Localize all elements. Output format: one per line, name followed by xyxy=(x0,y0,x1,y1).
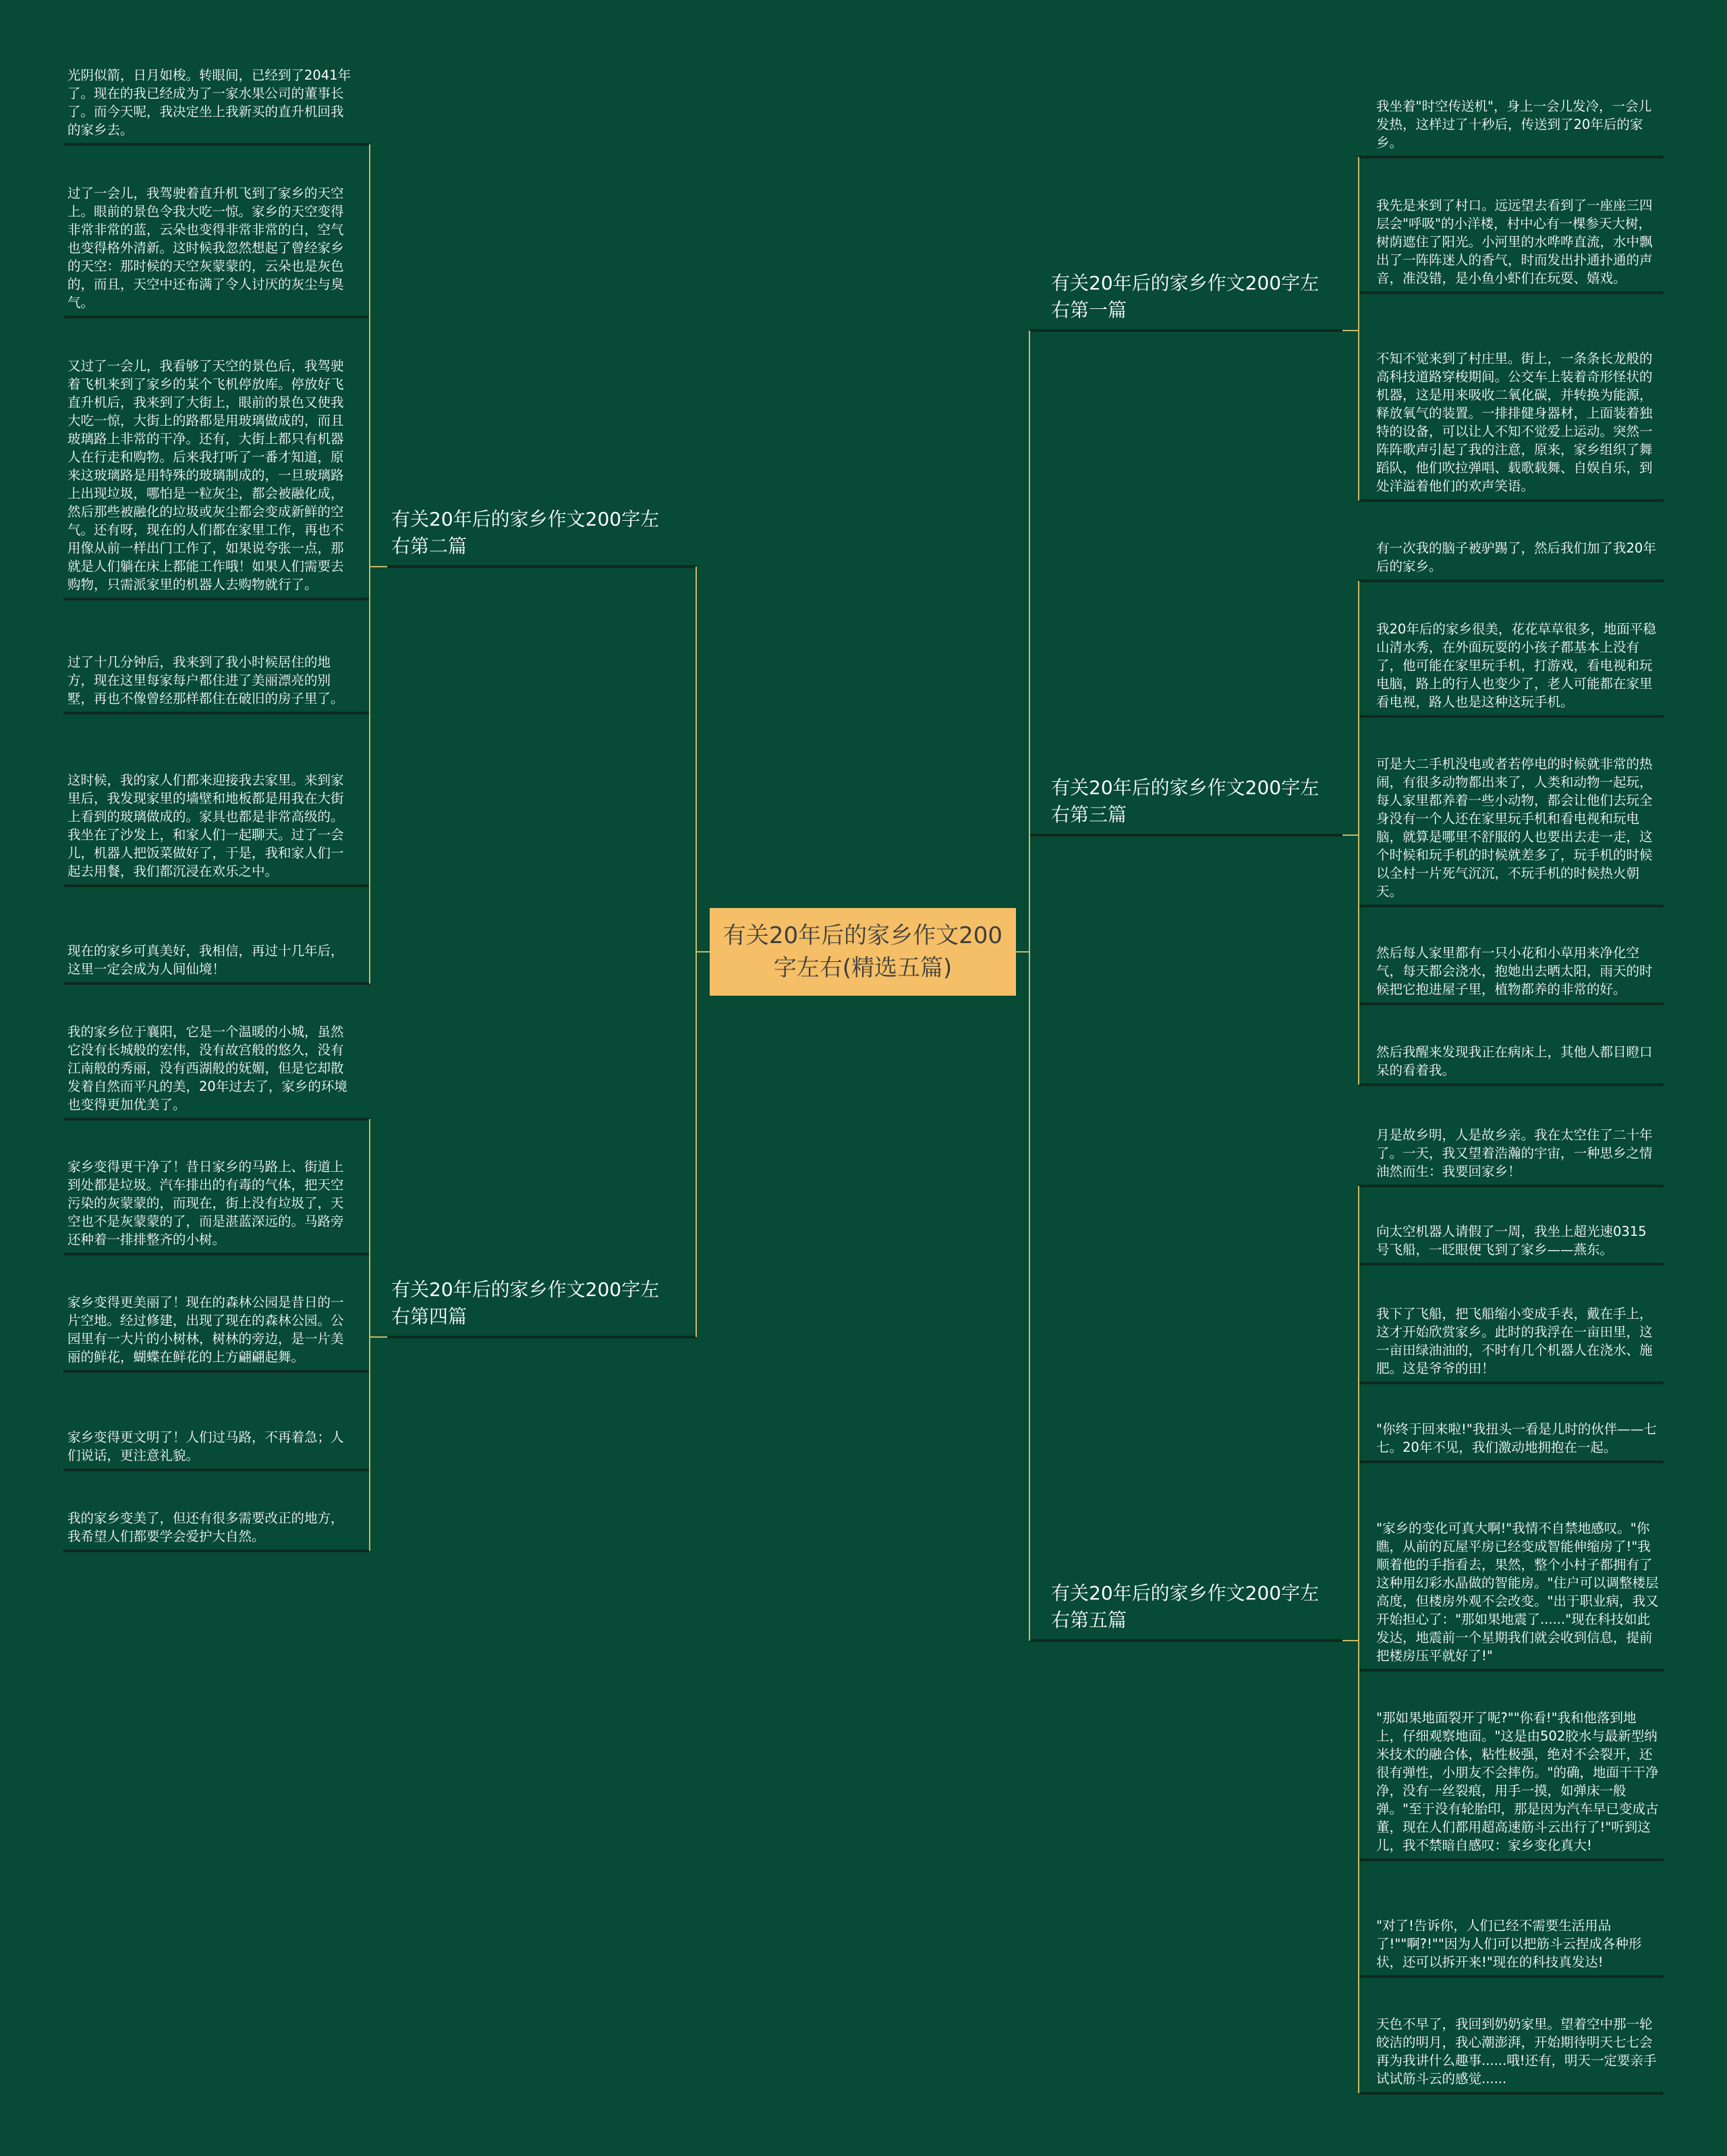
branch-1-title[interactable]: 有关20年后的家乡作文200字左右第一篇 xyxy=(1051,272,1320,321)
branch-3-title[interactable]: 有关20年后的家乡作文200字左右第三篇 xyxy=(1051,776,1320,826)
branch-2-leaf-5: 这时候，我的家人们都来迎接我去家里。来到家里后，我发现家里的墙壁和地板都是用我在大街上看到的玻璃做成的。家具也都是非常高级的。我坐在了沙发上，和家人们一起聊天。过了一会儿，机器人把饭菜做好了，于是，我和家人们一起去用餐，我们都沉浸在欢乐之中。 xyxy=(67,772,344,879)
branch-5-leaf-8: 天色不早了，我回到奶奶家里。望着空中那一轮皎洁的明月，我心潮澎湃，开始期待明天七七会再为我讲什么趣事......哦!还有，明天一定要亲手试试筋斗云的感觉...... xyxy=(1376,2016,1657,2087)
branch-1-leaf-1: 我坐着"时空传送机"，身上一会儿发冷，一会儿发热，这样过了十秒后，传送到了20年后的家乡。 xyxy=(1376,98,1651,150)
branch-5-leaf-2: 向太空机器人请假了一周，我坐上超光速0315号飞船，一眨眼便飞到了家乡——燕东。 xyxy=(1376,1224,1647,1257)
branch-3-leaf-5: 然后我醒来发现我正在病床上，其他人都目瞪口呆的看着我。 xyxy=(1376,1044,1653,1078)
branch-3-leaf-1: 有一次我的脑子被驴踢了，然后我们加了我20年后的家乡。 xyxy=(1376,540,1656,574)
branch-5-leaf-1: 月是故乡明，人是故乡亲。我在太空住了二十年了。一天，我又望着浩瀚的宇宙，一种思乡之情油然而生：我要回家乡！ xyxy=(1376,1127,1653,1179)
branch-4-leaf-2: 家乡变得更干净了！昔日家乡的马路上、街道上到处都是垃圾。汽车排出的有毒的气体，把天空污染的灰蒙蒙的，而现在，街上没有垃圾了，天空也不是灰蒙蒙的了，而是湛蓝深远的。马路旁还种着一排排整齐的小树。 xyxy=(67,1159,344,1247)
branch-2-leaf-4: 过了十几分钟后，我来到了我小时候居住的地方，现在这里每家每户都住进了美丽漂亮的别墅，再也不像曾经那样都住在破旧的房子里了。 xyxy=(67,654,344,706)
central-topic[interactable]: 有关20年后的家乡作文200字左右(精选五篇) xyxy=(710,908,1016,996)
branch-5-leaf-3: 我下了飞船，把飞船缩小变成手表，戴在手上，这才开始欣赏家乡。此时的我浮在一亩田里，这一亩田绿油油的，不时有几个机器人在浇水、施肥。这是爷爷的田！ xyxy=(1376,1306,1653,1376)
branch-2-title[interactable]: 有关20年后的家乡作文200字左右第二篇 xyxy=(391,508,660,557)
branch-5-leaf-5: "家乡的变化可真大啊!"我情不自禁地感叹。"你瞧，从前的瓦屋平房已经变成智能伸缩房了!"我顺着他的手指看去，果然，整个小村子都拥有了这种用幻彩水晶做的智能房。"住户可以调整楼层高度，但楼房外观不会改变。"出于职业病，我又开始担心了："那如果地震了......"现在科技如此发达，地震前一个星期我们就会收到信息，提前把楼房压平就好了!" xyxy=(1376,1521,1659,1664)
branch-2-leaf-1: 光阴似箭，日月如梭。转眼间，已经到了2041年了。现在的我已经成为了一家水果公司的董事长了。而今天呢，我决定坐上我新买的直升机回我的家乡去。 xyxy=(67,67,351,138)
branch-5-leaf-6: "那如果地面裂开了呢?""你看!"我和他落到地上，仔细观察地面。"这是由502胶水与最新型纳米技术的融合体，粘性极强，绝对不会裂开，还很有弹性，小朋友不会摔伤。"的确，地面干干净净，没有一丝裂痕，用手一摸，如弹床一般弹。"至于没有轮胎印，那是因为汽车早已变成古董，现在人们都用超高速筋斗云出行了!"听到这儿，我不禁暗自感叹：家乡变化真大! xyxy=(1376,1710,1659,1853)
branch-3-leaf-3: 可是大二手机没电或者若停电的时候就非常的热闹，有很多动物都出来了，人类和动物一起玩，每人家里都养着一些小动物，都会让他们去玩全身没有一个人还在家里玩手机和看电视和玩电脑，就算是哪里不舒服的人也要出去走一走，这个时候和玩手机的时候就差多了，玩手机的时候以全村一片死气沉沉，不玩手机的时候热火朝天。 xyxy=(1376,756,1653,899)
branch-4-leaf-1: 我的家乡位于襄阳，它是一个温暖的小城，虽然它没有长城般的宏伟，没有故宫般的悠久，没有江南般的秀丽，没有西湖般的妩媚，但是它却散发着自然而平凡的美，20年过去了，家乡的环境也变得更加优美了。 xyxy=(67,1024,347,1112)
branch-2-leaf-6: 现在的家乡可真美好，我相信，再过十几年后，这里一定会成为人间仙境！ xyxy=(67,943,344,977)
branch-3-leaf-4: 然后每人家里都有一只小花和小草用来净化空气，每天都会浇水，抱她出去晒太阳，雨天的时候把它抱进屋子里，植物都养的非常的好。 xyxy=(1376,945,1653,997)
branch-5-leaf-4: "你终于回来啦!"我扭头一看是儿时的伙伴——七七。20年不见，我们激动地拥抱在一起。 xyxy=(1376,1421,1657,1455)
branch-2-leaf-2: 过了一会儿，我驾驶着直升机飞到了家乡的天空上。眼前的景色令我大吃一惊。家乡的天空变得非常非常的蓝，云朵也变得非常非常的白，空气也变得格外清新。这时候我忽然想起了曾经家乡的天空：那时候的天空灰蒙蒙的，云朵也是灰色的，而且，天空中还布满了令人讨厌的灰尘与臭气。 xyxy=(67,186,344,310)
branch-4-leaf-5: 我的家乡变美了，但还有很多需要改正的地方，我希望人们都要学会爱护大自然。 xyxy=(67,1510,344,1544)
branch-4-leaf-4: 家乡变得更文明了！人们过马路，不再着急；人们说话，更注意礼貌。 xyxy=(67,1429,344,1463)
branch-2-leaf-3: 又过了一会儿，我看够了天空的景色后，我驾驶着飞机来到了家乡的某个飞机停放库。停放好飞直升机后，我来到了大街上，眼前的景色又使我大吃一惊，大街上的路都是用玻璃做成的，而且玻璃路上非常的干净。还有，大街上都只有机器人在行走和购物。后来我打听了一番才知道，原来这玻璃路是用特殊的玻璃制成的，一旦玻璃路上出现垃圾，哪怕是一粒灰尘，都会被融化成，然后那些被融化的垃圾或灰尘都会变成新鲜的空气。还有呀，现在的人们都在家里工作，再也不用像从前一样出门工作了，如果说夸张一点，那就是人们躺在床上都能工作哦！如果人们需要去购物，只需派家里的机器人去购物就行了。 xyxy=(67,358,344,592)
branch-5-title[interactable]: 有关20年后的家乡作文200字左右第五篇 xyxy=(1051,1582,1320,1631)
branch-3-leaf-2: 我20年后的家乡很美，花花草草很多，地面平稳山清水秀，在外面玩耍的小孩子都基本上没有了，他可能在家里玩手机，打游戏，看电视和玩电脑，路上的行人也变少了，老人可能都在家里看电视，路人也是这种这玩手机。 xyxy=(1376,621,1656,710)
branch-5-leaf-7: "对了!告诉你，人们已经不需要生活用品了!""啊?!""因为人们可以把筋斗云捏成各种形状，还可以拆开来!"现在的科技真发达! xyxy=(1376,1918,1642,1970)
branch-1-leaf-3: 不知不觉来到了村庄里。街上，一条条长龙般的高科技道路穿梭期间。公交车上装着奇形怪状的机器，这是用来吸收二氧化碳，并转换为能源，释放氧气的装置。一排排健身器材，上面装着独特的设备，可以让人不知不觉爱上运动。突然一阵阵歌声引起了我的注意，原来，家乡组织了舞蹈队，他们吹拉弹唱、载歌载舞、自娱自乐，到处洋溢着他们的欢声笑语。 xyxy=(1376,351,1653,494)
branch-4-leaf-3: 家乡变得更美丽了！现在的森林公园是昔日的一片空地。经过修建，出现了现在的森林公园。公园里有一大片的小树林，树林的旁边，是一片美丽的鲜花，蝴蝶在鲜花的上方翩翩起舞。 xyxy=(67,1295,344,1365)
branch-1-leaf-2: 我先是来到了村口。远远望去看到了一座座三四层会"呼吸"的小洋楼，村中心有一棵参天大树，树荫遮住了阳光。小河里的水哗哗直流，水中飘出了一阵阵迷人的香气，时而发出扑通扑通的声音，准没错，是小鱼小虾们在玩耍、嬉戏。 xyxy=(1376,198,1653,286)
branch-4-title[interactable]: 有关20年后的家乡作文200字左右第四篇 xyxy=(391,1278,660,1328)
